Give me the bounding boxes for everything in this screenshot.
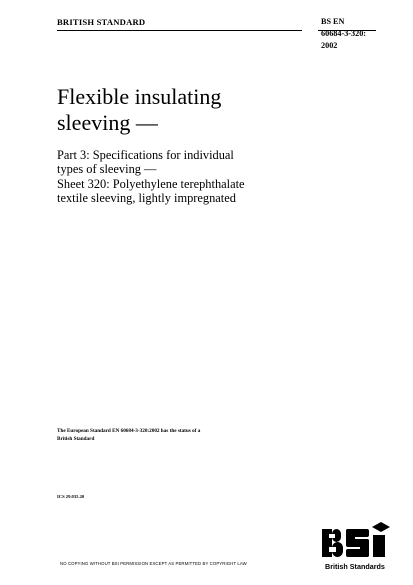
status-note	[57, 427, 277, 443]
ics-code: ICS 29.035.20	[57, 494, 85, 499]
copyright-notice: NO COPYING WITHOUT BSI PERMISSION EXCEPT AS PERMITTED BY COPYRIGHT LAW	[60, 561, 247, 566]
standard-designation	[321, 16, 381, 52]
logo-caption: British Standards	[325, 562, 385, 571]
subtitle-line: Part 3: Specifications for individual	[57, 148, 234, 162]
title-line: sleeving —	[57, 110, 158, 135]
standard-type-label: BRITISH STANDARD	[57, 17, 146, 27]
status-line: The European Standard EN 60684-3-320:2002 has the status of a	[57, 428, 201, 434]
title-line: Flexible insulating	[57, 84, 222, 109]
document-title	[57, 84, 317, 136]
subtitle-line: Sheet 320: Polyethylene terephthalate	[57, 176, 245, 191]
bsi-logo	[319, 521, 397, 575]
document-subtitle	[57, 148, 317, 206]
header-rule-left	[57, 30, 302, 31]
designation-line: 2002	[321, 41, 338, 50]
subtitle-line: textile sleeving, lightly impregnated	[57, 191, 236, 206]
subtitle-line: types of sleeving —	[57, 162, 157, 177]
logo-letter-s	[346, 529, 369, 557]
status-line: British Standard	[57, 436, 95, 442]
designation-line: 60684-3-320:	[321, 29, 367, 38]
designation-line: BS EN	[321, 17, 345, 26]
